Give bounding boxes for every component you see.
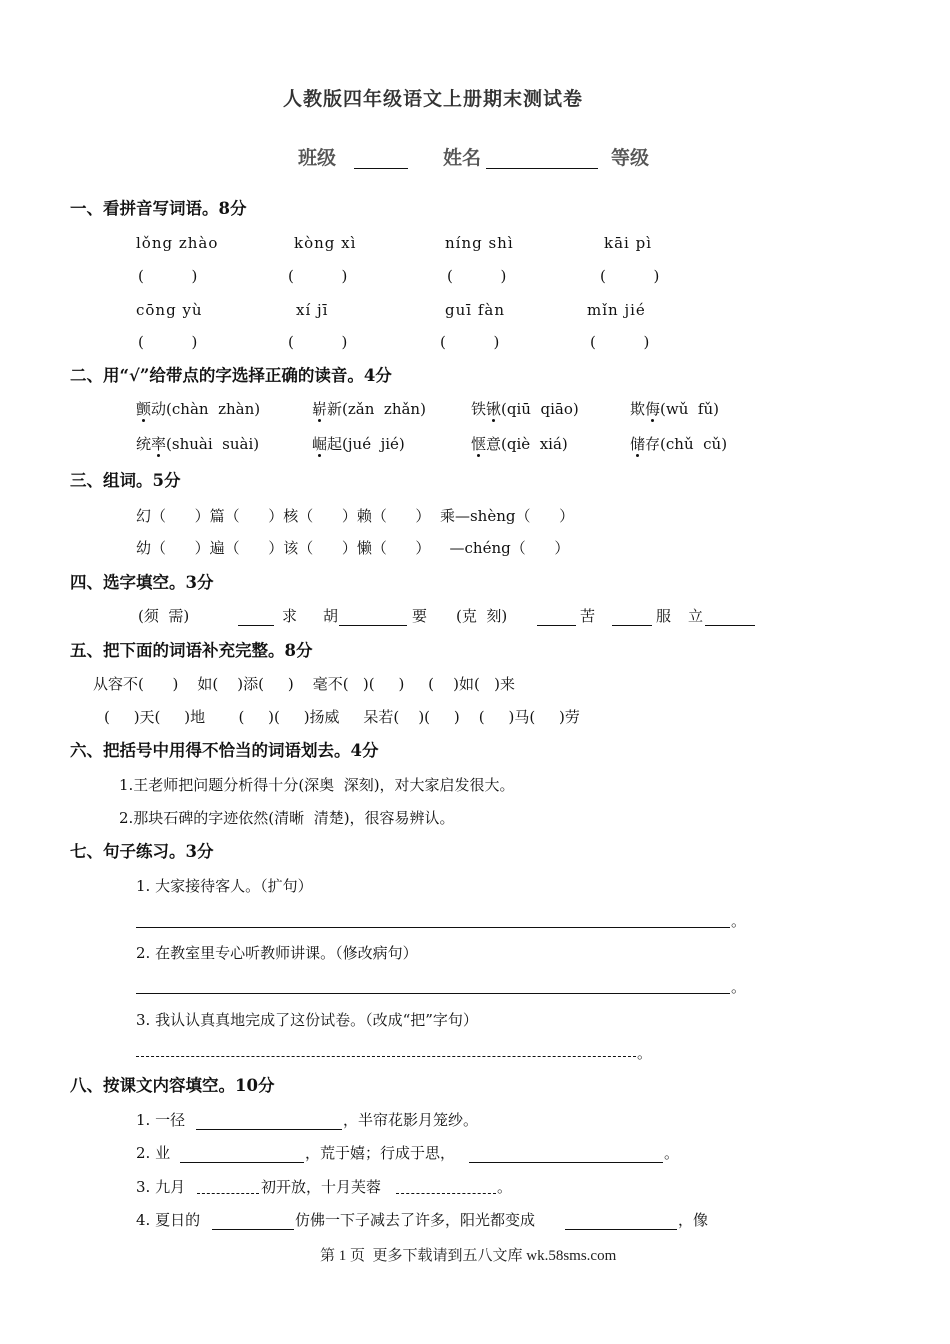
pinyin-options: (chàn zhàn)	[166, 400, 261, 418]
fill-blank[interactable]	[371, 625, 407, 626]
dotted-char: 惬	[471, 435, 487, 453]
section-3-heading: 三、组词。5分	[70, 471, 181, 490]
question-text: 1.王老师把问题分析得十分(深奥 深刻)，对大家启发很大。	[119, 776, 515, 794]
question-text: 。	[497, 1178, 513, 1196]
pinyin: kòng xì	[294, 234, 357, 252]
pinyin-options: (wǔ fǔ)	[660, 400, 719, 418]
question-text: 仿佛一下子减去了许多，阳光都变成	[295, 1211, 536, 1229]
question-text: ，半帘花影月笼纱。	[343, 1111, 479, 1129]
section-6-heading: 六、把括号中用得不恰当的词语划去。4分	[70, 741, 379, 760]
fill-blank[interactable]	[705, 625, 755, 626]
pinyin: mǐn jié	[587, 301, 646, 319]
fill-word: 服	[656, 607, 672, 625]
word-option[interactable]	[312, 402, 426, 417]
word-char: 统	[136, 435, 152, 453]
pinyin-options: (chǔ cǔ)	[660, 435, 728, 453]
pinyin-options: (jué jié)	[342, 435, 405, 453]
question-text: 1. 大家接待客人。（扩句）	[136, 877, 313, 895]
idiom-row[interactable]: ( )天( )地 ( )( )扬威 呆若( )( ) ( )马( )劳	[104, 708, 580, 726]
answer-box[interactable]: ( )	[288, 333, 348, 351]
dotted-char: 锹	[486, 400, 502, 418]
dotted-char: 率	[151, 435, 167, 453]
word-option[interactable]	[312, 437, 405, 452]
question-text: 3. 九月	[136, 1178, 186, 1196]
question-text: ，像	[678, 1211, 709, 1229]
name-label: 姓名	[443, 147, 482, 169]
word-char: 起	[327, 435, 343, 453]
fill-blank[interactable]	[396, 1193, 496, 1194]
pinyin: lǒng zhào	[136, 234, 219, 252]
word-char: 存	[645, 435, 661, 453]
fill-blank[interactable]	[196, 1129, 342, 1130]
pinyin: cōng yù	[136, 301, 203, 319]
period: 。	[637, 1044, 653, 1062]
question-text: 2. 业	[136, 1144, 171, 1162]
question-text: 。	[664, 1144, 680, 1162]
question-text: 4. 夏日的	[136, 1211, 201, 1229]
answer-box[interactable]: ( )	[590, 333, 650, 351]
answer-line[interactable]	[136, 927, 730, 928]
fill-blank[interactable]	[537, 625, 576, 626]
word-char: 铁	[471, 400, 487, 418]
section-7-heading: 七、句子练习。3分	[70, 842, 214, 861]
pinyin-options: (zǎn zhǎn)	[342, 400, 426, 418]
dotted-char: 崛	[312, 435, 328, 453]
fill-blank[interactable]	[565, 1229, 677, 1230]
class-field[interactable]	[354, 168, 408, 169]
class-label: 班级	[298, 147, 337, 169]
answer-box[interactable]: ( )	[138, 333, 198, 351]
dotted-char: 崭	[312, 400, 328, 418]
word-group-row[interactable]: 幻（ ）篇（ ）核（ ）赖（ ） 乘—shèng（ ）	[136, 507, 575, 525]
answer-box[interactable]: ( )	[138, 267, 198, 285]
choice-pair: (须 需)	[138, 607, 190, 625]
word-option[interactable]	[136, 402, 260, 417]
fill-word: 求	[282, 607, 298, 625]
pinyin: xí jī	[296, 301, 329, 319]
question-text: ，荒于嬉；行成于思，	[305, 1144, 456, 1162]
page-footer: 第 1 页 更多下载请到五八文库 wk.58sms.com	[320, 1248, 617, 1264]
section-8-heading: 八、按课文内容填空。10分	[70, 1076, 275, 1095]
section-4-heading: 四、选字填空。3分	[70, 573, 214, 592]
fill-blank[interactable]	[212, 1229, 294, 1230]
pinyin-options: (shuài suài)	[166, 435, 260, 453]
question-text: 3. 我认认真真地完成了这份试卷。（改成“把”字句）	[136, 1011, 478, 1029]
word-char: 新	[327, 400, 343, 418]
fill-blank[interactable]	[339, 625, 371, 626]
word-option[interactable]	[471, 402, 579, 417]
fill-word: 立	[688, 607, 704, 625]
fill-blank[interactable]	[612, 625, 652, 626]
name-field[interactable]	[486, 168, 598, 169]
fill-word: 要	[412, 607, 428, 625]
word-option[interactable]	[136, 437, 259, 452]
pinyin-options: (qiū qiāo)	[501, 400, 579, 418]
fill-word: 胡	[323, 607, 339, 625]
word-char: 欺	[630, 400, 646, 418]
fill-word: 苦	[580, 607, 596, 625]
fill-blank[interactable]	[197, 1193, 259, 1194]
pinyin-options: (qiè xiá)	[501, 435, 568, 453]
period: 。	[731, 978, 747, 996]
section-1-heading: 一、看拼音写词语。8分	[70, 199, 247, 218]
grade-label: 等级	[611, 147, 650, 169]
question-text: 2. 在教室里专心听教师讲课。（修改病句）	[136, 944, 418, 962]
idiom-row[interactable]: 从容不( ) 如( )添( ) 毫不( )( ) ( )如( )来	[93, 675, 515, 693]
pinyin: níng shì	[445, 234, 514, 252]
choice-pair: (克 刻)	[456, 607, 508, 625]
section-5-heading: 五、把下面的词语补充完整。8分	[70, 641, 313, 660]
pinyin: guī fàn	[445, 301, 505, 319]
dotted-char: 颤	[136, 400, 152, 418]
word-option[interactable]	[471, 437, 568, 452]
answer-line[interactable]	[136, 1056, 636, 1057]
fill-blank[interactable]	[238, 625, 274, 626]
word-char: 意	[486, 435, 502, 453]
answer-box[interactable]: ( )	[440, 333, 500, 351]
dotted-char: 储	[630, 435, 646, 453]
word-char: 动	[151, 400, 167, 418]
answer-box[interactable]: ( )	[447, 267, 507, 285]
page-title: 人教版四年级语文上册期末测试卷	[283, 88, 584, 110]
period: 。	[731, 912, 747, 930]
dotted-char: 侮	[645, 400, 661, 418]
word-option[interactable]	[630, 402, 719, 417]
question-text: 初开放，十月芙蓉	[261, 1178, 382, 1196]
pinyin: kāi pì	[604, 234, 652, 252]
fill-blank[interactable]	[469, 1162, 663, 1163]
question-text: 2.那块石碑的字迹依然(清晰 清楚)，很容易辨认。	[119, 809, 455, 827]
section-2-heading: 二、用“√”给带点的字选择正确的读音。4分	[70, 366, 392, 385]
word-option[interactable]	[630, 437, 727, 452]
answer-box[interactable]: ( )	[600, 267, 660, 285]
answer-line[interactable]	[136, 993, 730, 994]
word-group-row[interactable]: 幼（ ）遍（ ）该（ ）懒（ ） —chéng（ ）	[136, 539, 570, 557]
fill-blank[interactable]	[180, 1162, 304, 1163]
question-text: 1. 一径	[136, 1111, 186, 1129]
answer-box[interactable]: ( )	[288, 267, 348, 285]
